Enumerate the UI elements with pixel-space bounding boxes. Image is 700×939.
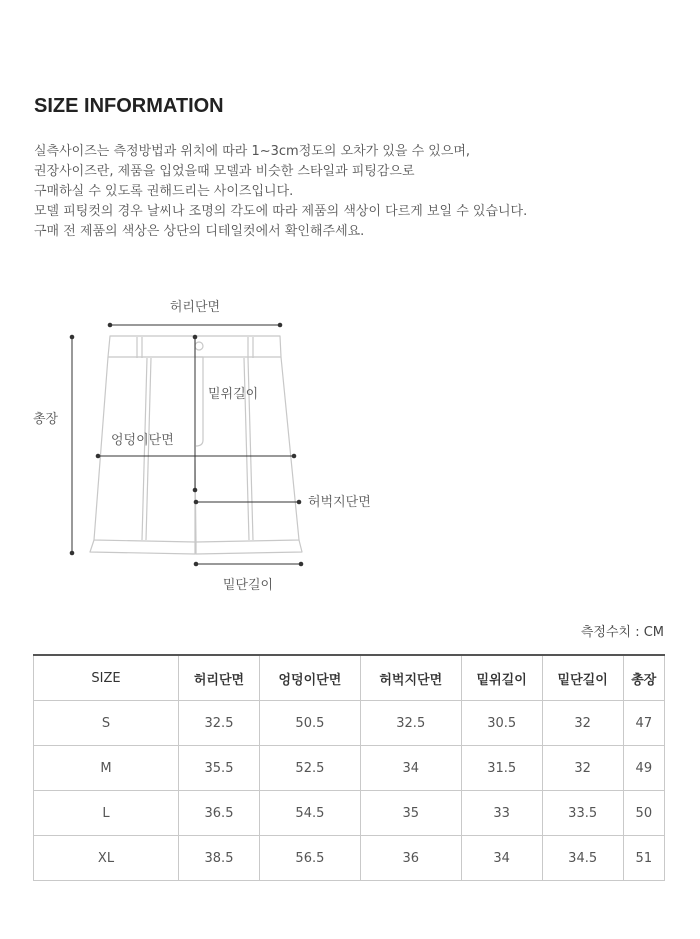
table-cell: 54.5: [259, 791, 360, 836]
note-line: 구매 전 제품의 색상은 상단의 디테일컷에서 확인해주세요.: [34, 224, 365, 239]
table-cell: 34: [360, 746, 461, 791]
table-cell: 35.5: [179, 746, 260, 791]
column-header: 엉덩이단면: [259, 655, 360, 701]
table-cell: 35: [360, 791, 461, 836]
size-cell: S: [34, 701, 179, 746]
table-cell: 32: [542, 701, 623, 746]
measurement-endpoints: [70, 323, 304, 567]
table-row: [34, 701, 665, 746]
table-cell: 49: [623, 746, 664, 791]
table-cell: 33.5: [542, 791, 623, 836]
note-line: 권장사이즈란, 제품을 입었을때 모델과 비슷한 스타일과 피팅감으로: [34, 164, 415, 179]
table-cell: 51: [623, 836, 664, 881]
table-cell: 47: [623, 701, 664, 746]
table-cell: 32: [542, 746, 623, 791]
table-cell: 30.5: [461, 701, 542, 746]
note-line: 실측사이즈는 측정방법과 위치에 따라 1~3cm정도의 오차가 있을 수 있으며,: [34, 144, 471, 159]
size-cell: M: [34, 746, 179, 791]
thigh-label: 허벅지단면: [308, 495, 371, 510]
note-line: 구매하실 수 있도록 권해드리는 사이즈입니다.: [34, 184, 294, 199]
column-header: 허벅지단면: [360, 655, 461, 701]
hip-label: 엉덩이단면: [111, 433, 174, 448]
table-cell: 32.5: [360, 701, 461, 746]
table-cell: 38.5: [179, 836, 260, 881]
table-cell: 36.5: [179, 791, 260, 836]
column-header: SIZE: [34, 655, 179, 701]
note-line: 모델 피팅컷의 경우 날씨나 조명의 각도에 따라 제품의 색상이 다르게 보일 수 있습니다.: [34, 204, 528, 219]
table-cell: 50.5: [259, 701, 360, 746]
shorts-measurement-diagram: [0, 280, 700, 610]
column-header: 밑단길이: [542, 655, 623, 701]
size-cell: XL: [34, 836, 179, 881]
table-cell: 33: [461, 791, 542, 836]
column-header: 총장: [623, 655, 664, 701]
table-cell: 34: [461, 836, 542, 881]
table-cell: 52.5: [259, 746, 360, 791]
column-header: 허리단면: [179, 655, 260, 701]
size-table: [33, 654, 665, 881]
table-row: [34, 791, 665, 836]
table-cell: 32.5: [179, 701, 260, 746]
waist-label: 허리단면: [169, 300, 221, 315]
table-header-row: [34, 655, 665, 701]
table-cell: 56.5: [259, 836, 360, 881]
table-cell: 50: [623, 791, 664, 836]
table-row: [34, 746, 665, 791]
page-title: SIZE INFORMATION: [34, 95, 224, 117]
size-notes: [34, 142, 527, 242]
total-length-label: 총장: [33, 412, 59, 427]
table-row: [34, 836, 665, 881]
table-cell: 31.5: [461, 746, 542, 791]
measurement-lines: [72, 325, 301, 564]
hem-label: 밑단길이: [222, 578, 274, 593]
table-cell: 36: [360, 836, 461, 881]
rise-label: 밑위길이: [208, 387, 259, 402]
table-cell: 34.5: [542, 836, 623, 881]
size-cell: L: [34, 791, 179, 836]
unit-label: 측정수치 : CM: [580, 625, 664, 640]
column-header: 밑위길이: [461, 655, 542, 701]
